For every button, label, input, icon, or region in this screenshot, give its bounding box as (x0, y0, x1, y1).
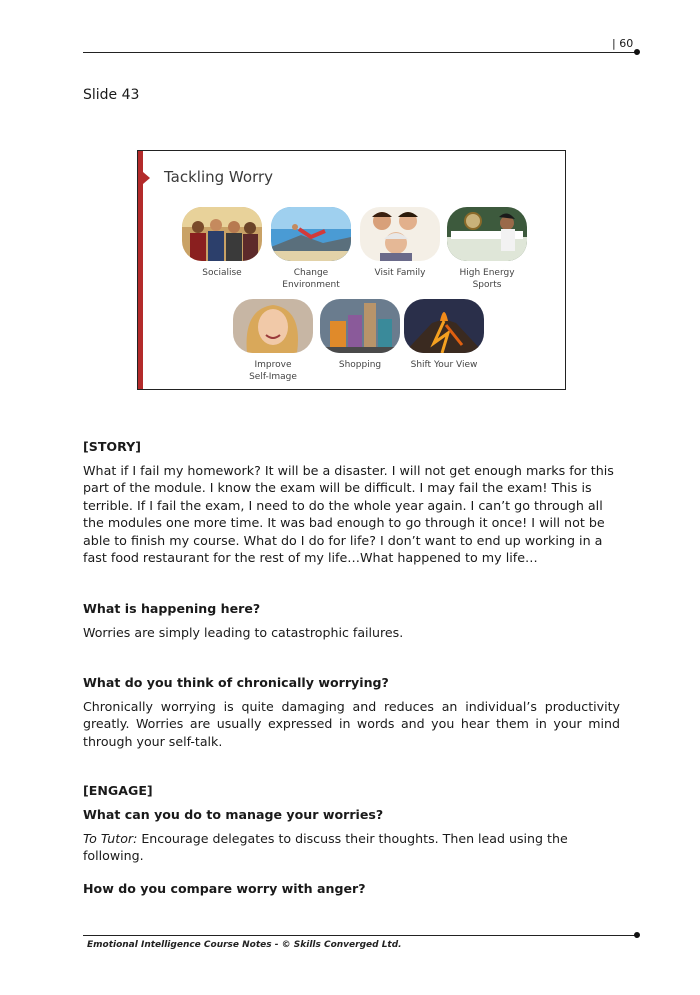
answer-chronic-worry: Chronically worrying is quite damaging and reduces an individual’s productivity greatly. Worries are usually expressed in words and you hear them in your mind through your self-talk. (83, 699, 620, 749)
story-heading: [STORY] (83, 439, 142, 454)
slide-accent-bar (138, 151, 143, 389)
family-photo-icon (360, 207, 440, 261)
tile-caption: Shift Your View (410, 360, 478, 370)
slide-label: Slide 43 (83, 87, 140, 103)
header-rule-dot (634, 49, 640, 55)
slide-title: Tackling Worry (164, 168, 274, 186)
header-rule (83, 52, 638, 53)
question-happening: What is happening here? (83, 601, 261, 616)
tile-high-energy-sports (447, 207, 527, 291)
tile-improve-self-image (233, 299, 313, 383)
beach-jump-photo-icon (271, 207, 351, 261)
volcano-photo-icon (404, 299, 484, 353)
story-paragraph: What if I fail my homework? It will be a disaster. I will not get enough marks for this part of the module. I know the exam will be difficult. I may fail the exam! This is terrible. If I fail the exam, I need to do the whole year again. I can’t go through all the modules one more time. It was bad enough to go through it once! I will not be able to finish my course. What do I do for life? I don’t want to end up working in a fast food restaurant for the rest of my life…What happened to my life… (83, 463, 614, 566)
slide-thumbnail (137, 150, 566, 390)
shopping-bags-photo-icon (320, 299, 400, 353)
footer-rule-dot (634, 932, 640, 938)
tile-shift-your-view (404, 299, 484, 371)
tile-change-environment (271, 207, 351, 291)
footer-rule (83, 935, 638, 936)
question-manage-worries: What can you do to manage your worries? (83, 807, 384, 822)
question-chronic-worry: What do you think of chronically worrying? (83, 675, 389, 690)
tile-shopping (320, 299, 400, 371)
tile-caption: High Energy Sports (459, 268, 515, 290)
page-number: | 60 (612, 37, 634, 50)
answer-happening: Worries are simply leading to catastrophic failures. (83, 625, 404, 640)
tile-caption: Change Environment (282, 268, 340, 290)
slide-arrow-icon (143, 172, 150, 184)
tennis-photo-icon (447, 207, 527, 261)
tile-caption: Shopping (338, 360, 382, 370)
tile-visit-family (360, 207, 440, 279)
tile-caption: Visit Family (374, 268, 426, 278)
smiling-woman-photo-icon (233, 299, 313, 353)
footer-text: Emotional Intelligence Course Notes - © Skills Converged Ltd. (87, 940, 402, 950)
people-socialising-photo-icon (182, 207, 262, 261)
engage-heading: [ENGAGE] (83, 783, 153, 798)
tutor-label: To Tutor: (83, 831, 138, 846)
question-worry-anger: How do you compare worry with anger? (83, 881, 366, 896)
tutor-text: Encourage delegates to discuss their thoughts. Then lead using the following. (83, 831, 568, 864)
tile-caption: Socialise (202, 268, 242, 278)
tutor-note (83, 830, 620, 865)
tile-socialise (182, 207, 262, 279)
tile-caption: Improve Self-Image (249, 360, 297, 382)
